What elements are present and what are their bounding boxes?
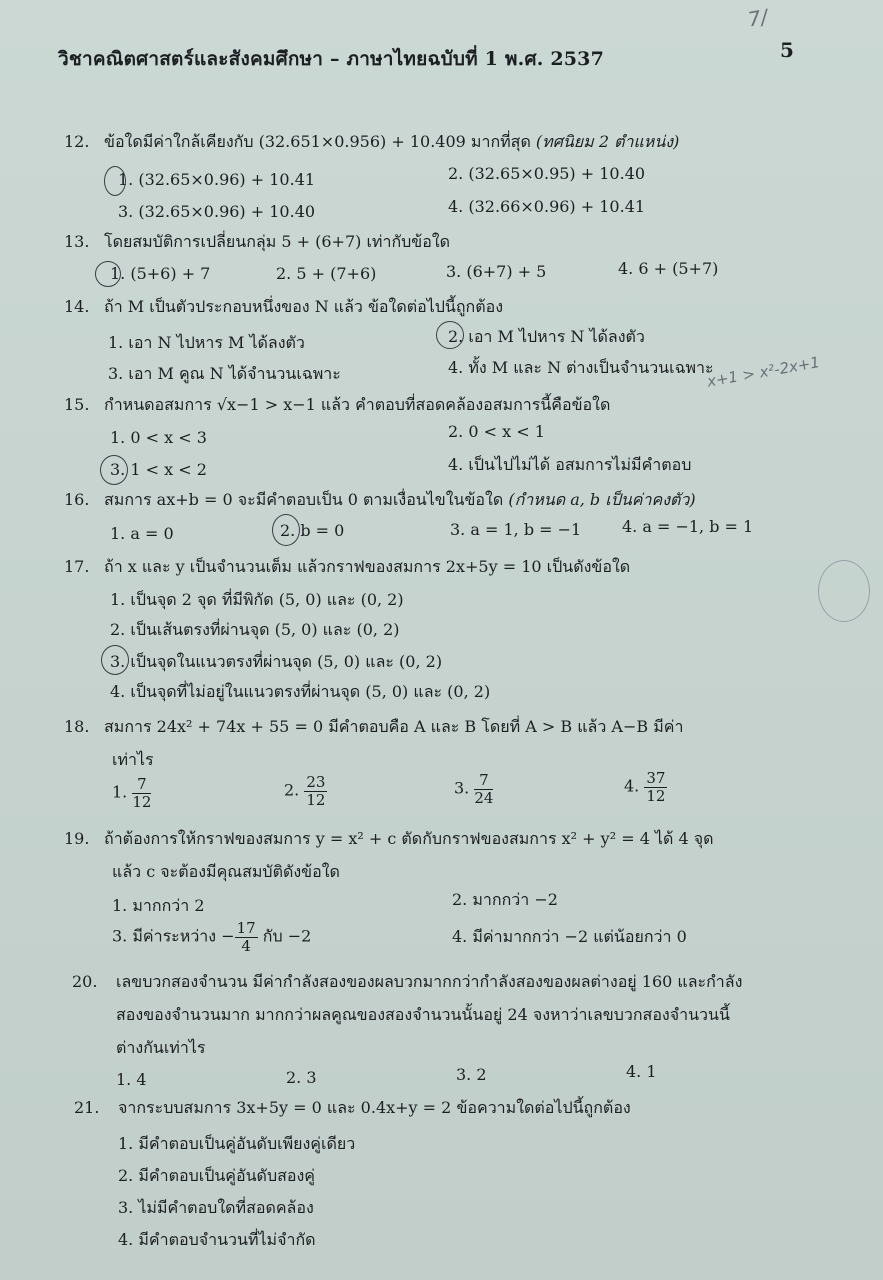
q14-option-2[interactable]: 2. เอา M ไปหาร N ได้ลงตัว [448, 327, 645, 346]
q16-option-3[interactable]: 3. a = 1, b = −1 [450, 520, 582, 539]
question-text: ถ้าต้องการให้กราฟของสมการ y = x² + c ตัดกับกราฟของสมการ x² + y² = 4 ได้ 4 จุด [104, 829, 714, 848]
q20-option-4[interactable]: 4. 1 [626, 1062, 657, 1081]
exam-header: วิชาคณิตศาสตร์และสังคมศึกษา – ภาษาไทยฉบับที่ 1 พ.ศ. 2537 [58, 48, 605, 70]
question-number: 12. [64, 132, 90, 151]
q15-option-3[interactable]: 3. 1 < x < 2 [110, 460, 207, 479]
question-text: เลขบวกสองจำนวน มีค่ากำลังสองของผลบวกมากกว่ากำลังสองของผลต่างอยู่ 160 และกำลัง [116, 972, 743, 991]
q18-option-4[interactable] [624, 770, 667, 804]
question-number: 21. [74, 1098, 100, 1117]
question-text: ถ้า x และ y เป็นจำนวนเต็ม แล้วกราฟของสมการ 2x+5y = 10 เป็นดังข้อใด [104, 557, 631, 576]
option-label: 2. [284, 780, 300, 800]
question-text-cont: สองของจำนวนมาก มากกว่าผลคูณของสองจำนวนนั้นอยู่ 24 จงหาว่าเลขบวกสองจำนวนนี้ [116, 1005, 730, 1024]
fraction: $\frac{7}{24}$ [474, 771, 494, 807]
option-label: 1. [112, 782, 128, 802]
page-number: 5 [780, 38, 794, 62]
q12-option-2[interactable]: 2. (32.65×0.95) + 10.40 [448, 164, 646, 183]
question-number: 14. [64, 297, 90, 316]
question-text: กำหนดอสมการ √x−1 > x−1 แล้ว คำตอบที่สอดคล้องอสมการนี้คือข้อใด [104, 395, 611, 414]
q13-option-2[interactable]: 2. 5 + (7+6) [276, 264, 377, 283]
fraction: $\frac{23}{12}$ [306, 773, 326, 809]
question-text-cont: เท่าไร [112, 750, 154, 769]
question-text: โดยสมบัติการเปลี่ยนกลุ่ม 5 + (6+7) เท่ากับข้อใด [104, 232, 451, 251]
question-number: 15. [64, 395, 90, 414]
fraction: $\frac{17}{4}$ [236, 919, 256, 955]
q16-option-1[interactable]: 1. a = 0 [110, 524, 174, 543]
question-number: 19. [64, 829, 90, 848]
question-hint: (ทศนิยม 2 ตำแหน่ง) [535, 132, 680, 151]
q19-option-3[interactable] [112, 920, 311, 954]
q19-option-2[interactable]: 2. มากกว่า −2 [452, 890, 558, 909]
q20-option-2[interactable]: 2. 3 [286, 1068, 317, 1087]
question-hint: (กำหนด a, b เป็นค่าคงตัว) [508, 490, 696, 509]
q13-option-1[interactable]: 1. (5+6) + 7 [110, 264, 211, 283]
question-number: 20. [72, 972, 98, 991]
q12-option-3[interactable]: 3. (32.65×0.96) + 10.40 [118, 202, 316, 221]
q18-option-3[interactable] [454, 772, 493, 806]
q18-option-1[interactable] [112, 776, 151, 810]
q12-option-4[interactable]: 4. (32.66×0.96) + 10.41 [448, 197, 646, 216]
q15-option-2[interactable]: 2. 0 < x < 1 [448, 422, 545, 441]
q14-option-3[interactable]: 3. เอา M คูณ N ได้จำนวนเฉพาะ [108, 364, 341, 383]
option-text: กับ −2 [262, 926, 312, 946]
question-text-cont: ต่างกันเท่าไร [116, 1038, 206, 1057]
question-text-cont: แล้ว c จะต้องมีคุณสมบัติดังข้อใด [112, 862, 340, 881]
q21-option-1[interactable]: 1. มีคำตอบเป็นคู่อันดับเพียงคู่เดียว [118, 1134, 356, 1153]
fraction: $\frac{7}{12}$ [132, 775, 152, 811]
question-text: สมการ ax+b = 0 จะมีคำตอบเป็น 0 ตามเงื่อนไขในข้อใด [104, 490, 504, 509]
q17-option-3[interactable]: 3. เป็นจุดในแนวตรงที่ผ่านจุด (5, 0) และ (0, 2) [110, 652, 443, 671]
q18-option-2[interactable] [284, 774, 327, 808]
q12-option-1[interactable]: 1. (32.65×0.96) + 10.41 [118, 170, 316, 189]
question-number: 13. [64, 232, 90, 251]
q16-option-4[interactable]: 4. a = −1, b = 1 [622, 517, 754, 536]
q19-option-1[interactable]: 1. มากกว่า 2 [112, 896, 205, 915]
question-number: 18. [64, 717, 90, 736]
question-number: 17. [64, 557, 90, 576]
q21-option-4[interactable]: 4. มีคำตอบจำนวนที่ไม่จำกัด [118, 1230, 316, 1249]
q19-option-4[interactable]: 4. มีค่ามากกว่า −2 แต่น้อยกว่า 0 [452, 927, 687, 946]
q17-option-4[interactable]: 4. เป็นจุดที่ไม่อยู่ในแนวตรงที่ผ่านจุด (5, 0) และ (0, 2) [110, 682, 491, 701]
q20-option-3[interactable]: 3. 2 [456, 1065, 487, 1084]
q14-option-4[interactable]: 4. ทั้ง M และ N ต่างเป็นจำนวนเฉพาะ [448, 358, 714, 377]
q21-option-2[interactable]: 2. มีคำตอบเป็นคู่อันดับสองคู่ [118, 1166, 315, 1185]
q15-option-1[interactable]: 1. 0 < x < 3 [110, 428, 207, 447]
q15-option-4[interactable]: 4. เป็นไปไม่ได้ อสมการไม่มีคำตอบ [448, 455, 692, 474]
question-text: สมการ 24x² + 74x + 55 = 0 มีคำตอบคือ A และ B โดยที่ A > B แล้ว A−B มีค่า [104, 717, 684, 736]
corner-handwritten-note: 7/ [746, 4, 770, 32]
q20-option-1[interactable]: 1. 4 [116, 1070, 147, 1089]
fraction: $\frac{37}{12}$ [646, 769, 666, 805]
question-text: ข้อใดมีค่าใกล้เคียงกับ (32.651×0.956) + 10.409 มากที่สุด [104, 132, 531, 151]
question-text: จากระบบสมการ 3x+5y = 0 และ 0.4x+y = 2 ข้อความใดต่อไปนี้ถูกต้อง [118, 1098, 631, 1117]
option-label: 4. [624, 776, 640, 796]
q17-option-1[interactable]: 1. เป็นจุด 2 จุด ที่มีพิกัด (5, 0) และ (0, 2) [110, 590, 404, 609]
q16-option-2[interactable]: 2. b = 0 [280, 521, 345, 540]
q13-option-3[interactable]: 3. (6+7) + 5 [446, 262, 547, 281]
option-label: 3. [454, 778, 470, 798]
question-number: 16. [64, 490, 90, 509]
q13-option-4[interactable]: 4. 6 + (5+7) [618, 259, 719, 278]
option-text: 3. มีค่าระหว่าง − [112, 926, 235, 946]
q14-option-1[interactable]: 1. เอา N ไปหาร M ได้ลงตัว [108, 333, 305, 352]
q21-option-3[interactable]: 3. ไม่มีคำตอบใดที่สอดคล้อง [118, 1198, 314, 1217]
margin-pencil-mark [818, 560, 870, 622]
margin-handwritten-note: x+1 > x²-2x+1 [705, 353, 822, 391]
question-text: ถ้า M เป็นตัวประกอบหนึ่งของ N แล้ว ข้อใดต่อไปนี้ถูกต้อง [104, 297, 504, 316]
q17-option-2[interactable]: 2. เป็นเส้นตรงที่ผ่านจุด (5, 0) และ (0, 2) [110, 620, 400, 639]
